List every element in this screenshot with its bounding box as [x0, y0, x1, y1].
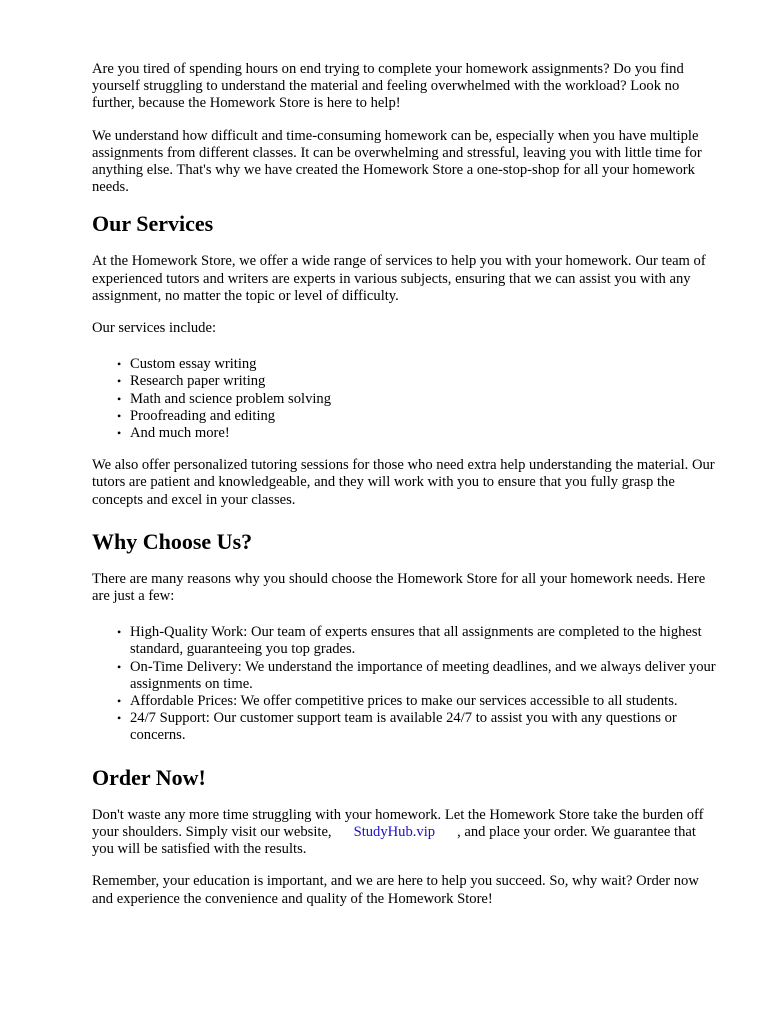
list-item-text: And much more! — [130, 425, 230, 442]
list-item-text: 24/7 Support: Our customer support team is available 24/7 to assist you with any questions or concerns. — [130, 710, 677, 744]
bullet-icon: • — [117, 357, 122, 372]
bullet-icon: • — [117, 659, 122, 674]
order-heading: Order Now! — [92, 764, 206, 790]
order-text-before-link: Don't waste any more time struggling with your homework. Let the Homework Store take the burden off your shoulders. Simply visit our website, — [92, 806, 704, 840]
why-paragraph-1: There are many reasons why you should choose the Homework Store for all your homework needs. Here are just a few: — [92, 570, 706, 605]
order-paragraph-1 — [92, 807, 720, 859]
intro-paragraph-2: We understand how difficult and time-consuming homework can be, especially when you have multiple assignments from different classes. It can be overwhelming and stressful, leaving you with little time for anything else. That's why we have created the Homework Store a one-stop-shop for all your homework needs. — [92, 127, 702, 196]
list-item-text: Proofreading and editing — [130, 407, 276, 424]
services-heading: Our Services — [92, 211, 214, 237]
why-list — [117, 624, 720, 744]
list-item-text: On-Time Delivery: We understand the importance of meeting deadlines, and we always deliver your assignments on time. — [130, 658, 716, 692]
list-item — [117, 710, 720, 744]
bullet-icon: • — [117, 711, 122, 726]
list-item-text: Research paper writing — [130, 373, 266, 390]
bullet-icon: • — [117, 625, 122, 640]
bullet-icon: • — [117, 374, 122, 389]
intro-paragraph-1: Are you tired of spending hours on end trying to complete your homework assignments? Do you find yourself struggling to understand the material and feeling overwhelmed with the workload? Look no further, because the Homework Store is here to help! — [92, 61, 684, 112]
list-item-text: Math and science problem solving — [130, 390, 332, 407]
list-item — [117, 693, 720, 710]
list-item — [117, 356, 720, 373]
services-paragraph-1: At the Homework Store, we offer a wide range of services to help you with your homework. Our team of experienced tutors and writers are experts in various subjects, ensuring that we can assist you with any assignment, no matter the topic or level of difficulty. — [92, 253, 706, 304]
website-link[interactable]: StudyHub.vip — [353, 823, 436, 840]
list-item — [117, 373, 720, 390]
list-item — [117, 425, 720, 442]
services-list-intro: Our services include: — [92, 320, 217, 337]
bullet-icon: • — [117, 391, 122, 406]
why-heading: Why Choose Us? — [92, 528, 253, 554]
list-item — [117, 407, 720, 425]
list-item — [117, 658, 720, 693]
bullet-icon: • — [117, 408, 122, 423]
order-paragraph-2: Remember, your education is important, and we are here to help you succeed. So, why wait? Order now and experience the convenience and quality of the Homework Store! — [92, 873, 699, 907]
list-item-text: Affordable Prices: We offer competitive prices to make our services accessible to all students. — [130, 693, 678, 710]
list-item — [117, 390, 720, 408]
list-item-text: High-Quality Work: Our team of experts ensures that all assignments are completed to the highest standard, guaranteeing you top grades. — [130, 624, 702, 658]
order-text-after-link: , and place your order. We guarantee that you will be satisfied with the results. — [92, 823, 696, 858]
bullet-icon: • — [117, 694, 122, 709]
list-item — [117, 624, 720, 658]
bullet-icon: • — [117, 426, 122, 441]
services-list — [117, 356, 720, 442]
services-paragraph-2: We also offer personalized tutoring sessions for those who need extra help understanding the material. Our tutors are patient and knowledgeable, and they will work with you to ensure that you fully grasp the concepts and excel in your classes. — [92, 457, 715, 508]
list-item-text: Custom essay writing — [130, 356, 257, 373]
